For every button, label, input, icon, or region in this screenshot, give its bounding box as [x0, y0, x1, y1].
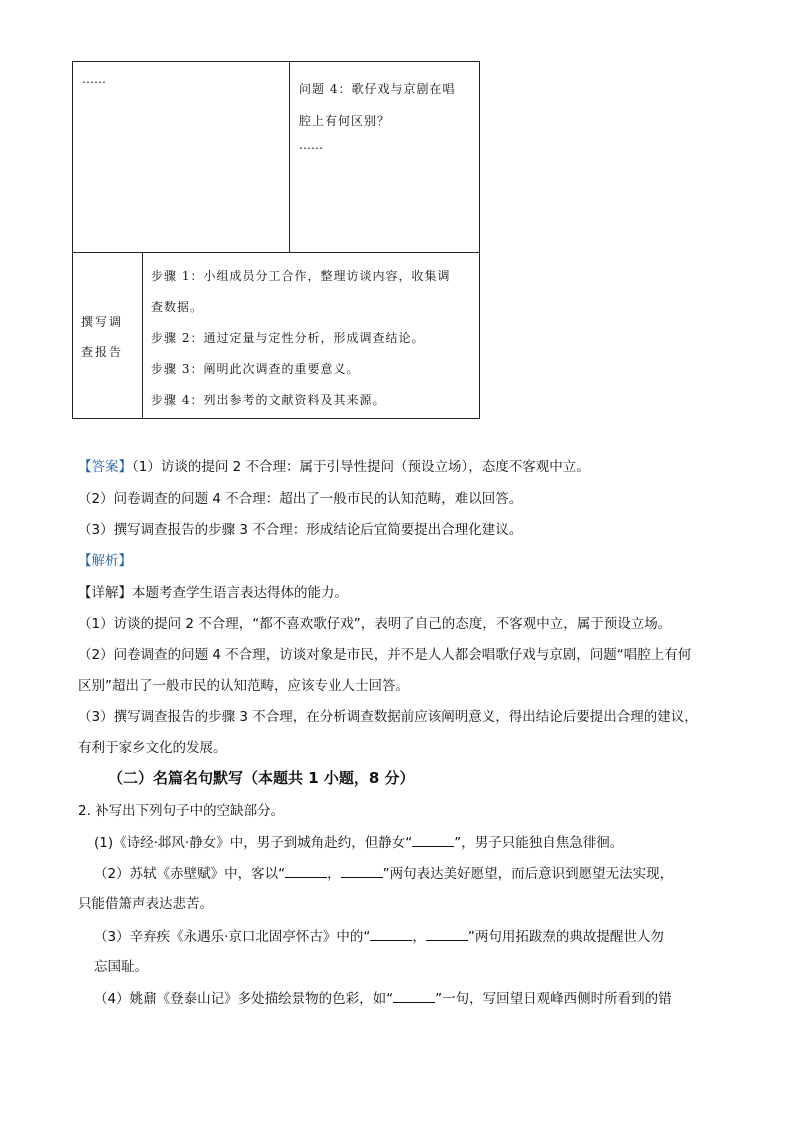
analysis-p3-line-2: 有利于家乡文化的发展。	[78, 740, 227, 756]
report-label-cell	[73, 253, 143, 419]
fill-item-1-pre: (1)《诗经·邶风·静女》中，男子到城角赴约，但静女“	[94, 835, 413, 851]
table-cell-left	[73, 62, 290, 252]
detail-text: 本题考查学生语言表达得体的能力。	[132, 585, 348, 601]
list-item: 步骤 2：通过定量与定性分析，形成调查结论。	[151, 331, 425, 345]
fill-item-2-post: ”两句表达美好愿望，而后意识到愿望无法实现，	[382, 866, 674, 882]
answer-blank[interactable]	[341, 863, 383, 878]
table-row	[73, 253, 479, 419]
fill-item-3	[94, 926, 734, 947]
answer-line-2: （2）问卷调查的问题 4 不合理：超出了一般市民的认知范畴，难以回答。	[78, 491, 523, 507]
section-heading: （二）名篇名句默写（本题共 1 小题，8 分）	[108, 769, 415, 787]
report-label	[81, 307, 137, 367]
answer-blank[interactable]	[285, 863, 327, 878]
answer-text: （1）访谈的提问 2 不合理：属于引导性提问（预设立场），态度不客观中立。	[132, 459, 590, 475]
answer-tag: 【答案】	[78, 459, 132, 475]
report-steps-list	[151, 261, 473, 416]
fill-item-2-mid: ，	[327, 866, 341, 882]
analysis-p1: （1）访谈的提问 2 不合理，“都不喜欢歌仔戏”，表明了自己的态度，不客观中立，属于预设立场。	[78, 616, 672, 632]
answer-blank[interactable]	[370, 926, 412, 941]
list-item: 步骤 1：小组成员分工合作，整理访谈内容，收集调	[151, 269, 451, 283]
answer-line-1	[78, 457, 718, 477]
ellipsis-text: ……	[82, 72, 106, 86]
fill-item-1-post: ”，男子只能独自焦急徘徊。	[454, 835, 624, 851]
table-cell-right	[290, 62, 479, 252]
fill-item-3-line-2: 忘国耻。	[94, 959, 148, 975]
survey-plan-table	[72, 61, 480, 419]
question-4-line-2: 腔上有何区别？	[299, 114, 391, 128]
answer-blank[interactable]	[393, 988, 435, 1003]
detail-tag: 【详解】	[78, 585, 132, 601]
table-row	[73, 62, 479, 253]
question-4-text	[299, 73, 479, 137]
fill-item-4	[94, 988, 734, 1009]
report-label-line-2: 查报告	[81, 345, 124, 359]
list-item: 步骤 4：列出参考的文献资料及其来源。	[151, 393, 386, 407]
analysis-p3-line-1: （3）撰写调查报告的步骤 3 不合理，在分析调查数据前应该阐明意义，得出结论后要提出合理的建议，	[78, 709, 698, 725]
detail-line	[78, 583, 718, 603]
fill-item-2-pre: （2）苏轼《赤壁赋》中，客以“	[94, 866, 286, 882]
question-intro: 2. 补写出下列句子中的空缺部分。	[78, 803, 285, 819]
fill-item-2-line-2: 只能借箫声表达悲苦。	[78, 896, 213, 912]
answer-blank[interactable]	[412, 832, 454, 847]
fill-item-1	[94, 832, 734, 853]
report-label-line-1: 撰写调	[81, 315, 124, 329]
question-4-line-1: 问题 4：歌仔戏与京剧在唱	[299, 82, 456, 96]
fill-item-4-post: ”一句，写回望日观峰西侧时所看到的错	[435, 991, 672, 1007]
fill-item-2	[94, 863, 734, 884]
answer-blank[interactable]	[426, 926, 468, 941]
analysis-tag: 【解析】	[78, 553, 132, 569]
list-item: 步骤 3：阐明此次调查的重要意义。	[151, 362, 360, 376]
report-steps-cell	[143, 253, 479, 419]
fill-item-4-pre: （4）姚鼐《登泰山记》多处描绘景物的色彩，如“	[94, 991, 394, 1007]
analysis-p2-line-1: （2）问卷调查的问题 4 不合理，访谈对象是市民，并不是人人都会唱歌仔戏与京剧，问题“唱腔上有何	[78, 647, 692, 663]
analysis-p2-line-2: 区别”超出了一般市民的认知范畴，应该专业人士回答。	[78, 678, 409, 694]
ellipsis-text: ……	[299, 138, 323, 152]
fill-item-3-mid: ，	[412, 929, 426, 945]
fill-item-3-pre: （3）辛弃疾《永遇乐·京口北固亭怀古》中的“	[94, 929, 371, 945]
answer-line-3: （3）撰写调查报告的步骤 3 不合理：形成结论后宜简要提出合理化建议。	[78, 522, 523, 538]
fill-item-3-post: ”两句用拓跋焘的典故提醒世人勿	[467, 929, 664, 945]
list-item: 查数据。	[151, 300, 204, 314]
